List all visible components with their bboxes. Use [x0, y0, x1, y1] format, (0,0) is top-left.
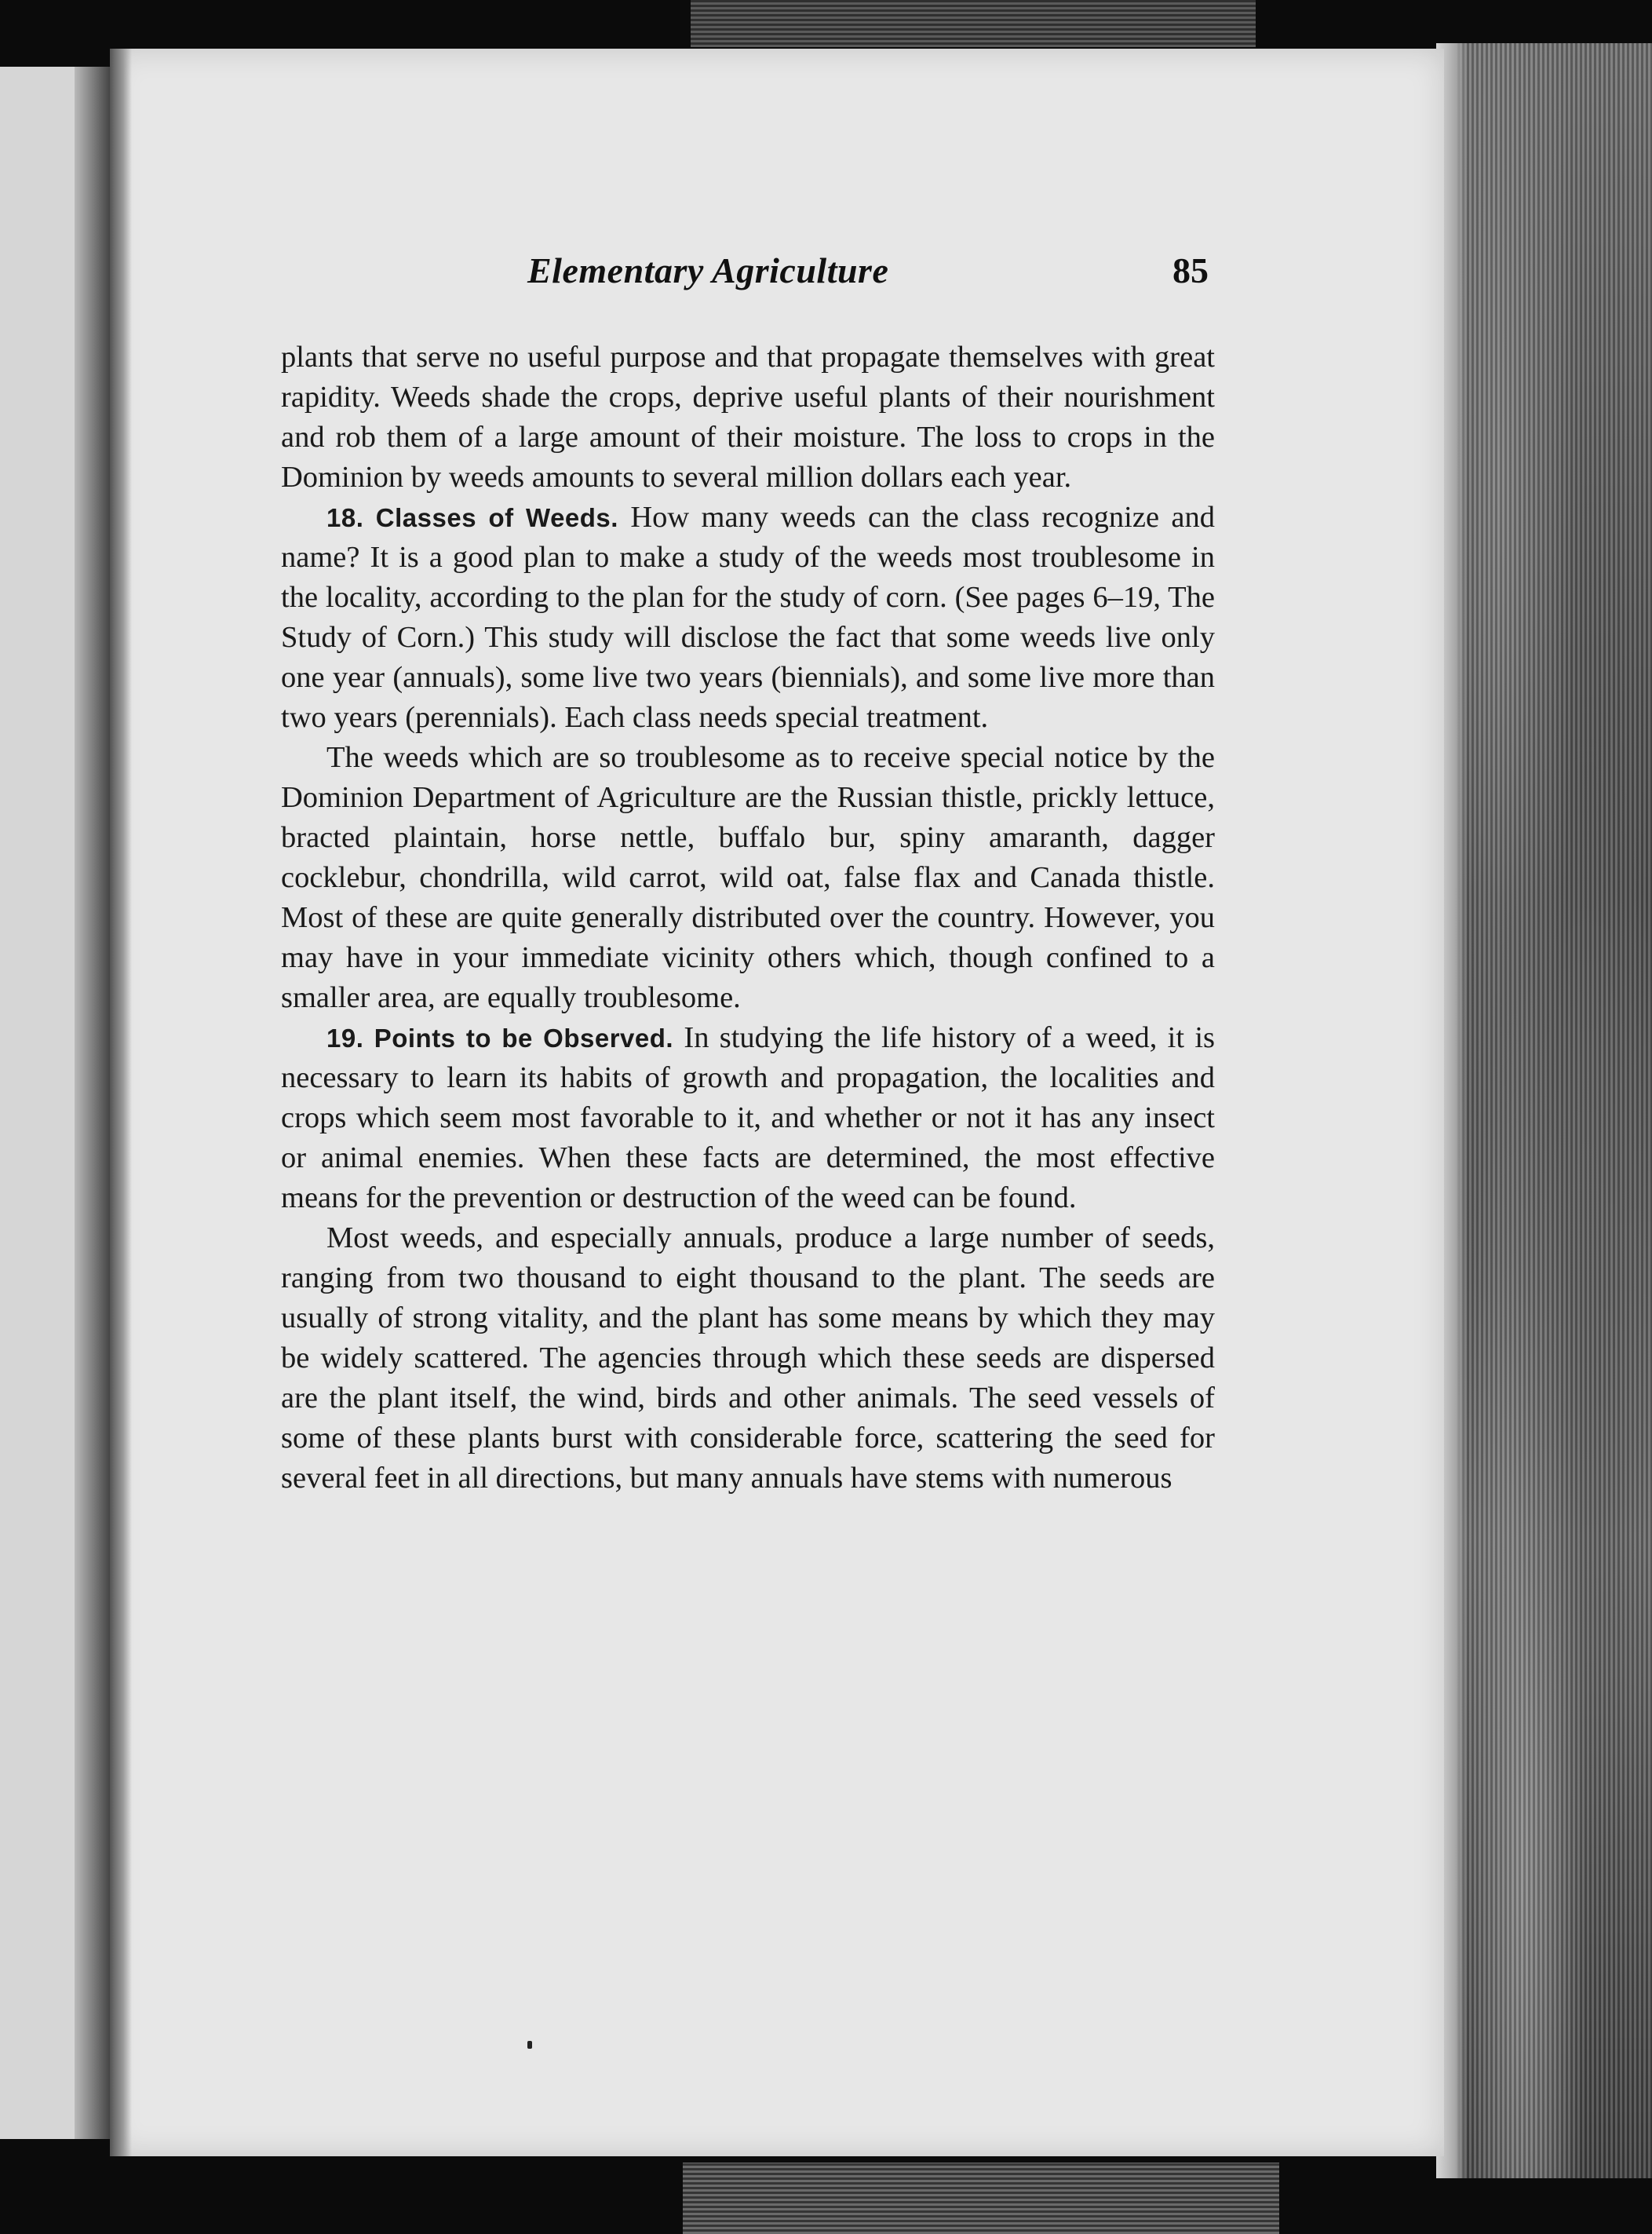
- book-cloth-top: [691, 0, 1256, 47]
- paragraph-noxious-weeds: The weeds which are so troublesome as to receive special notice by the Dominion Department of Agriculture are the Russian thistle, prickly lettuce, bracted plaintain, horse nettle, buffalo bur, spiny amaranth, dagger cocklebur, chondrilla, wild carrot, wild oat, false flax and Canada thistle. Most of these are quite generally distributed over the country. However, you may have in your immediate vicinity others which, though confined to a smaller area, are equally troublesome.: [281, 741, 1215, 1014]
- page-body: [281, 338, 1215, 1498]
- section-19: [281, 1018, 1215, 1218]
- page-number: 85: [1172, 250, 1209, 290]
- section-19-heading: 19. Points to be Observed.: [326, 1024, 674, 1053]
- book-cloth-bottom: [683, 2163, 1279, 2234]
- page-gutter-shadow: [110, 49, 132, 2156]
- paragraph-continuation: plants that serve no useful purpose and that propagate themselves with great rapidity. Weeds shade the crops, deprive useful plants of their nourishment and rob them of a large amount of their moisture. The loss to crops in the Dominion by weeds amounts to several million dollars each year.: [281, 341, 1215, 494]
- section-19-text: In studying the life history of a weed, it is necessary to learn its habits of growth and propagation, the localities and crops which seem most favorable to it, and whether or not it has any insect or animal enemies. When these facts are determined, the most effective means for the prevention or destruction of the weed can be found.: [281, 1021, 1216, 1214]
- section-18: [281, 498, 1215, 738]
- paragraph-seed-dispersal: Most weeds, and especially annuals, produce a large number of seeds, ranging from two thousand to eight thousand to the plant. The seeds are usually of strong vitality, and the plant has some means by which they may be widely scattered. The agencies through which these seeds are dispersed are the plant itself, the wind, birds and other animals. The seed vessels of some of these plants burst with considerable force, scattering the seed for several feet in all directions, but many annuals have stems with numerous: [281, 1221, 1215, 1495]
- section-18-heading: 18. Classes of Weeds.: [326, 503, 618, 532]
- running-title: Elementary Agriculture: [527, 250, 889, 290]
- left-page-surface: [0, 67, 75, 2139]
- section-18-text: How many weeds can the class recognize and name? It is a good plan to make a study of the weeds most troublesome in the locality, according to the plan for the study of corn. (See pages 6–19, The Study of Corn.) This study will disclose the fact that some weeds live only one year (annuals), some live two years (biennials), and some live more than two years (perennials). Each class needs special treatment.: [281, 501, 1215, 734]
- running-header: [283, 250, 1209, 297]
- ink-speck: [527, 2041, 532, 2049]
- left-page-edge: [0, 67, 118, 2139]
- marbled-fore-edge: [1436, 43, 1652, 2178]
